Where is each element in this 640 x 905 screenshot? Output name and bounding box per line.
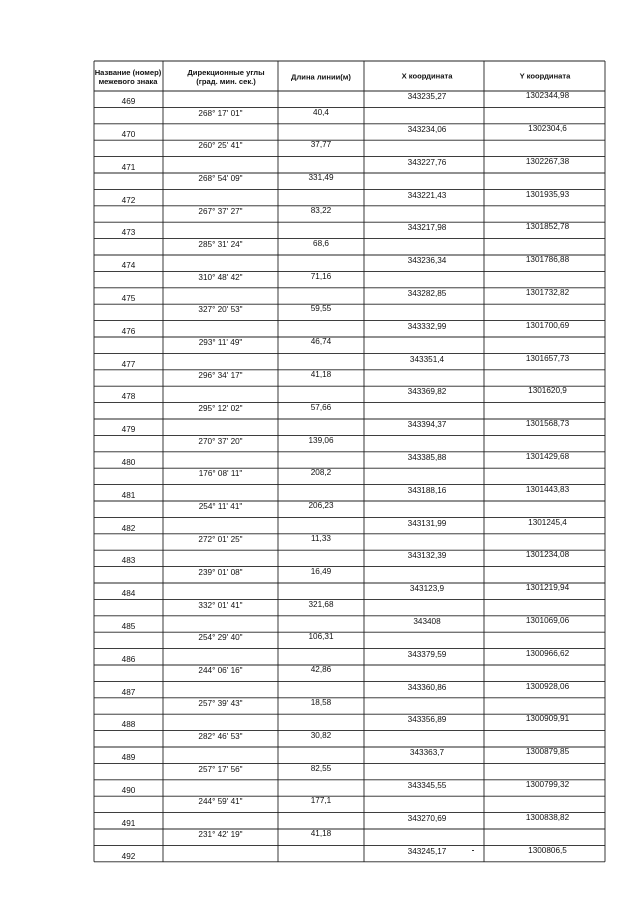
point-y: 1301732,82	[525, 288, 570, 297]
point-name: 489	[121, 753, 136, 763]
segment-angle: 260° 25' 41"	[198, 141, 243, 151]
point-x: 343394,37	[407, 420, 447, 430]
segment-length: 206,23	[308, 501, 334, 511]
segment-angle: 295° 12' 02"	[198, 403, 243, 413]
point-name: 492	[121, 851, 136, 861]
segment-length: 41,18	[310, 370, 332, 379]
segment-angle: 244° 06' 16"	[198, 666, 243, 676]
segment-angle: 327° 20' 53"	[198, 305, 243, 315]
header-y: Y координата	[519, 71, 571, 81]
point-y: 1300928,06	[525, 681, 570, 691]
point-name: 472	[121, 195, 136, 205]
point-y: 1301935,93	[525, 189, 570, 199]
header-name-line1: Название (номер)	[94, 68, 162, 77]
point-name: 490	[121, 786, 136, 795]
point-x: 343221,43	[407, 190, 447, 200]
segment-angle: 268° 54' 09"	[198, 174, 243, 184]
segment-angle: 254° 11' 41"	[198, 502, 243, 512]
point-y: 1301568,73	[525, 419, 570, 429]
header-x: X координата	[401, 71, 453, 81]
segment-length: 40,4	[313, 107, 329, 117]
segment-angle: 282° 46' 53"	[198, 731, 243, 741]
header-length: Длина линии(м)	[291, 72, 351, 82]
point-name: 483	[121, 556, 136, 566]
segment-length: 68,6	[313, 238, 329, 248]
segment-length: 30,82	[310, 730, 332, 740]
point-name: 480	[121, 458, 136, 467]
point-name: 481	[121, 490, 136, 500]
point-x: 343188,16	[407, 485, 447, 495]
segment-angle: 257° 17' 56"	[198, 764, 243, 774]
segment-angle: 285° 31' 24"	[198, 239, 243, 249]
point-y: 1301429,68	[525, 452, 570, 461]
point-name: 477	[121, 359, 136, 369]
point-y: 1301219,94	[525, 583, 570, 593]
segment-angle: 310° 48' 42"	[198, 272, 243, 282]
segment-length: 46,74	[310, 337, 332, 347]
point-x: 343245,17	[407, 846, 447, 856]
segment-length: 321,68	[308, 599, 334, 609]
point-x: 343132,39	[407, 551, 447, 561]
point-x: 343351,4	[409, 354, 445, 364]
point-x: 343227,76	[407, 157, 447, 167]
header-angle-line1: Дирекционные углы	[187, 68, 265, 77]
point-x: 343356,89	[407, 715, 447, 725]
segment-angle: 268° 17' 01"	[198, 108, 243, 118]
point-y: 1301234,08	[525, 550, 570, 560]
point-x: 343345,55	[407, 781, 447, 790]
point-x: 343236,34	[407, 256, 447, 266]
header-name	[95, 68, 162, 86]
point-x: 343363,7	[409, 748, 445, 758]
point-y: 1302304,6	[528, 124, 567, 133]
segment-angle: 239° 01' 08"	[198, 567, 243, 577]
point-y: 1300806,5	[528, 845, 567, 855]
point-x: 343369,82	[407, 387, 447, 397]
segment-angle: 257° 39' 43"	[198, 699, 243, 708]
point-name: 488	[121, 720, 136, 730]
point-name: 475	[121, 294, 136, 303]
point-name: 482	[121, 523, 136, 533]
segment-angle: 254° 29' 40"	[198, 633, 243, 643]
point-name: 474	[121, 261, 136, 271]
segment-length: 37,77	[310, 140, 332, 150]
segment-angle: 332° 01' 41"	[198, 600, 243, 610]
segment-length: 139,06	[308, 435, 334, 445]
segment-length: 208,2	[310, 468, 332, 478]
point-x: 343217,98	[407, 223, 447, 233]
point-y: 1300799,32	[525, 780, 570, 789]
point-x: 343270,69	[407, 813, 447, 823]
point-name: 476	[121, 326, 136, 336]
point-y: 1300879,85	[525, 747, 570, 757]
segment-angle: 272° 01' 25"	[198, 535, 243, 544]
segment-angle: 244° 59' 41"	[198, 797, 243, 807]
point-y: 1301443,83	[525, 484, 570, 494]
point-x: 343360,86	[407, 682, 447, 692]
point-x: 343332,99	[407, 321, 447, 331]
segment-angle: 270° 37' 20"	[198, 436, 243, 446]
point-name: 486	[121, 654, 136, 664]
segment-angle: 231° 42' 19"	[198, 830, 243, 840]
point-name: 484	[121, 589, 136, 599]
segment-length: 83,22	[310, 206, 332, 215]
point-y: 1302344,98	[525, 91, 570, 101]
point-name: 473	[121, 228, 136, 238]
segment-length: 18,58	[310, 698, 332, 707]
point-y: 1301700,69	[525, 320, 570, 330]
point-name: 470	[121, 130, 136, 139]
point-name: 485	[121, 622, 136, 631]
segment-length: 59,55	[310, 304, 332, 314]
point-y: 1301852,78	[525, 222, 570, 232]
point-y: 1301786,88	[525, 255, 570, 265]
segment-length: 71,16	[310, 271, 332, 281]
segment-length: 57,66	[310, 402, 332, 412]
scan-speck	[472, 850, 474, 851]
point-y: 1301657,73	[525, 353, 570, 363]
point-x: 343379,59	[407, 649, 447, 659]
segment-length: 16,49	[310, 566, 332, 576]
point-name: 471	[121, 162, 136, 172]
point-x: 343385,88	[407, 453, 447, 462]
point-x: 343282,85	[407, 289, 447, 298]
point-name: 469	[121, 97, 136, 107]
header-name-line2: межевого знака	[98, 77, 158, 86]
segment-length: 82,55	[310, 763, 332, 773]
point-x: 343123,9	[409, 584, 445, 594]
point-y: 1300838,82	[525, 812, 570, 822]
point-y: 1300909,91	[525, 714, 570, 724]
segment-length: 177,1	[310, 796, 332, 806]
point-y: 1302267,38	[525, 156, 570, 166]
segment-length: 42,86	[310, 665, 332, 675]
segment-length: 331,49	[308, 173, 334, 183]
point-x: 343234,06	[407, 125, 447, 134]
segment-length: 41,18	[310, 829, 332, 839]
point-name: 487	[121, 687, 136, 697]
point-name: 491	[121, 818, 136, 828]
point-y: 1301069,06	[525, 616, 570, 625]
header-angle	[187, 68, 264, 86]
segment-angle: 176° 08' 11"	[198, 469, 243, 479]
point-x: 343408	[413, 617, 441, 626]
segment-angle: 296° 34' 17"	[198, 371, 243, 380]
point-y: 1301620,9	[528, 386, 567, 396]
point-x: 343131,99	[407, 518, 447, 528]
segment-angle: 267° 37' 27"	[198, 207, 243, 216]
point-name: 479	[121, 425, 136, 435]
segment-length: 11,33	[311, 534, 331, 543]
point-y: 1301245,4	[528, 517, 567, 527]
header-angle-line2: (град. мин. сек.)	[196, 77, 256, 86]
point-x: 343235,27	[407, 92, 447, 102]
segment-length: 106,31	[308, 632, 334, 642]
point-y: 1300966,62	[525, 648, 570, 658]
segment-angle: 293° 11' 49"	[198, 338, 243, 348]
point-name: 478	[121, 392, 136, 402]
